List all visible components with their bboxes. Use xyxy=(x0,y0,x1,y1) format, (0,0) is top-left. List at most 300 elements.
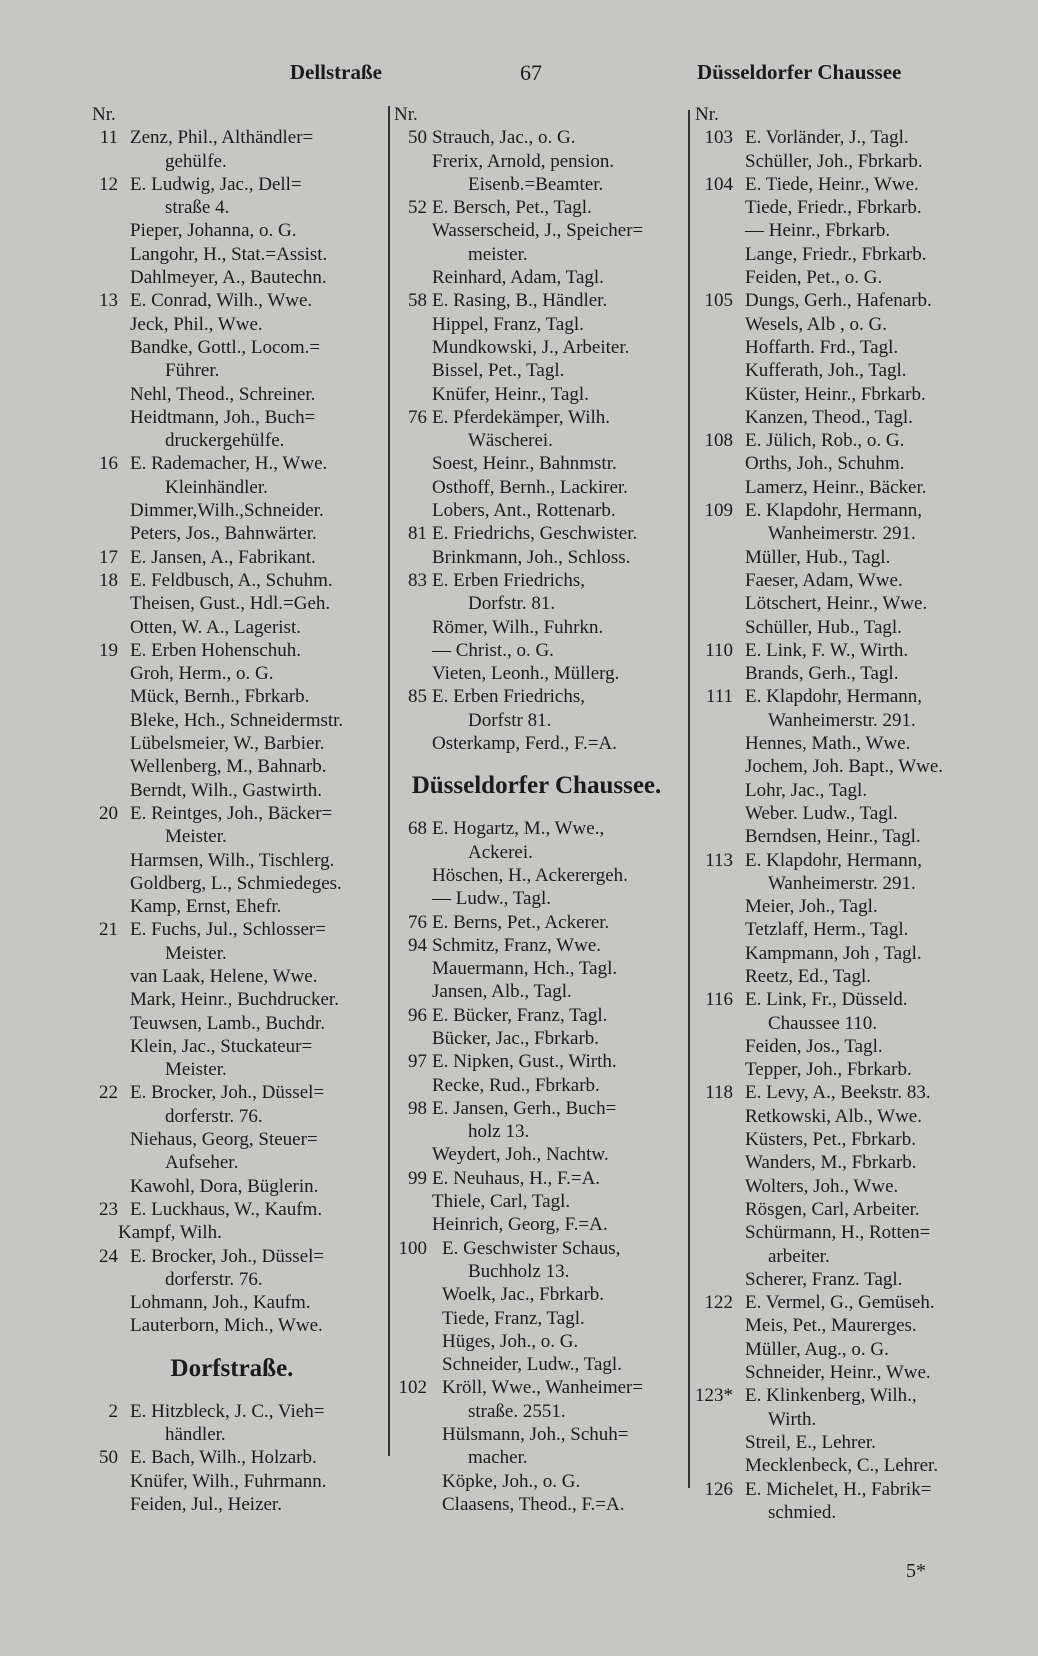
directory-entry xyxy=(394,150,679,173)
directory-entry xyxy=(394,841,679,864)
directory-entry xyxy=(92,289,372,312)
directory-entry xyxy=(695,825,995,848)
entry-continuation: dorferstr. 76. xyxy=(165,1105,263,1127)
resident-text: Römer, Wilh., Fuhrkn. xyxy=(432,616,604,638)
directory-entry xyxy=(394,685,679,708)
resident-text: E. Erben Hohenschuh. xyxy=(130,639,301,661)
entry-continuation: Meister. xyxy=(165,1059,227,1081)
house-number: 105 xyxy=(704,290,733,312)
resident-text: Weber. Ludw., Tagl. xyxy=(745,802,898,824)
house-number: 122 xyxy=(704,1292,733,1314)
house-number: 13 xyxy=(99,290,118,312)
resident-text: Brands, Gerh., Tagl. xyxy=(745,663,899,685)
directory-entry xyxy=(92,313,372,336)
directory-entry xyxy=(92,359,372,382)
resident-text: Berndsen, Heinr., Tagl. xyxy=(745,826,921,848)
directory-entry xyxy=(394,980,679,1003)
house-number: 108 xyxy=(704,430,733,452)
directory-entry xyxy=(92,1105,372,1128)
house-number: 100 xyxy=(398,1237,427,1259)
directory-entry xyxy=(695,685,995,708)
resident-text: Nehl, Theod., Schreiner. xyxy=(130,383,316,405)
directory-entry xyxy=(92,1423,372,1446)
directory-entry xyxy=(92,476,372,499)
house-number: 85 xyxy=(408,686,427,708)
entry-continuation: meister. xyxy=(468,243,528,265)
directory-entry xyxy=(394,1167,679,1190)
directory-entry xyxy=(394,406,679,429)
resident-text: Wanders, M., Fbrkarb. xyxy=(745,1152,917,1174)
resident-text: Feiden, Jos., Tagl. xyxy=(745,1035,883,1057)
resident-text: E. Nipken, Gust., Wirth. xyxy=(432,1051,617,1073)
resident-text: Osthoff, Bernh., Lackirer. xyxy=(432,476,628,498)
directory-entry xyxy=(92,126,372,149)
directory-entry xyxy=(394,1260,679,1283)
directory-entry xyxy=(92,499,372,522)
directory-entry xyxy=(92,755,372,778)
resident-text: Köpke, Joh., o. G. xyxy=(442,1470,581,1492)
directory-entry xyxy=(92,779,372,802)
directory-entry xyxy=(92,965,372,988)
resident-text: Niehaus, Georg, Steuer= xyxy=(130,1129,318,1151)
resident-text: Klein, Jac., Stuckateur= xyxy=(130,1035,313,1057)
resident-text: Reinhard, Adam, Tagl. xyxy=(432,267,604,289)
directory-entry xyxy=(695,126,995,149)
resident-text: Schüller, Hub., Tagl. xyxy=(745,616,902,638)
directory-entry xyxy=(394,1237,679,1260)
house-number: 22 xyxy=(99,1082,118,1104)
directory-entry xyxy=(695,476,995,499)
directory-entry xyxy=(394,934,679,957)
resident-text: Wesels, Alb , o. G. xyxy=(745,313,888,335)
entry-continuation: Wäscherei. xyxy=(468,430,553,452)
house-number: 111 xyxy=(705,686,733,708)
entry-continuation: schmied. xyxy=(768,1501,837,1523)
resident-text: Strauch, Jac., o. G. xyxy=(432,127,576,149)
entry-continuation: arbeiter. xyxy=(768,1245,830,1267)
directory-entry xyxy=(394,1400,679,1423)
resident-text: Jochem, Joh. Bapt., Wwe. xyxy=(745,756,944,778)
resident-text: Lamerz, Heinr., Bäcker. xyxy=(745,476,927,498)
resident-text: Kamp, Ernst, Ehefr. xyxy=(130,896,282,918)
column-label: Nr. xyxy=(92,104,116,125)
resident-text: E. Luckhaus, W., Kaufm. xyxy=(130,1198,323,1220)
directory-entry xyxy=(92,406,372,429)
entry-continuation: straße 4. xyxy=(165,197,230,219)
resident-text: Kawohl, Dora, Büglerin. xyxy=(130,1175,319,1197)
house-number: 97 xyxy=(408,1051,427,1073)
resident-text: E. Klapdohr, Hermann, xyxy=(745,849,923,871)
directory-entry xyxy=(92,825,372,848)
directory-entry xyxy=(394,1376,679,1399)
directory-entry xyxy=(394,336,679,359)
directory-entry xyxy=(394,359,679,382)
house-number: 123* xyxy=(695,1385,733,1407)
directory-entry xyxy=(394,289,679,312)
resident-text: E. Hogartz, M., Wwe., xyxy=(432,818,605,840)
directory-entry xyxy=(92,266,372,289)
resident-text: E. Neuhaus, H., F.=A. xyxy=(432,1167,601,1189)
resident-text: Tepper, Joh., Fbrkarb. xyxy=(745,1059,912,1081)
resident-text: Schneider, Ludw., Tagl. xyxy=(442,1354,622,1376)
resident-text: Thiele, Carl, Tagl. xyxy=(432,1191,571,1213)
column-label: Nr. xyxy=(695,104,719,125)
directory-entry xyxy=(92,336,372,359)
directory-entry xyxy=(695,289,995,312)
directory-entry xyxy=(92,709,372,732)
entry-continuation: Dorfstr 81. xyxy=(468,709,552,731)
resident-text: van Laak, Helene, Wwe. xyxy=(130,965,318,987)
directory-entry xyxy=(394,1120,679,1143)
directory-entry xyxy=(92,1493,372,1516)
running-head-left: Dellstraße xyxy=(289,60,382,84)
house-number: 17 xyxy=(99,546,118,568)
resident-text: Mauermann, Hch., Tagl. xyxy=(432,958,618,980)
resident-text: — Christ., o. G. xyxy=(432,639,554,661)
directory-entry xyxy=(695,592,995,615)
directory-entry xyxy=(92,103,372,126)
directory-entry xyxy=(695,1454,995,1477)
directory-entry xyxy=(394,616,679,639)
resident-text: Lübelsmeier, W., Barbier. xyxy=(130,733,325,755)
resident-text: Recke, Rud., Fbrkarb. xyxy=(432,1074,600,1096)
house-number: 50 xyxy=(408,127,427,149)
resident-text: Bandke, Gottl., Locom.= xyxy=(130,336,321,358)
resident-text: E. Brocker, Joh., Düssel= xyxy=(130,1245,325,1267)
entry-continuation: druckergehülfe. xyxy=(165,430,285,452)
resident-text: E. Brocker, Joh., Düssel= xyxy=(130,1082,325,1104)
directory-entry xyxy=(92,849,372,872)
directory-entry xyxy=(394,1470,679,1493)
resident-text: E. Link, F. W., Wirth. xyxy=(745,639,909,661)
resident-text: — Heinr., Fbrkarb. xyxy=(745,220,891,242)
resident-text: Wasserscheid, J., Speicher= xyxy=(432,220,644,242)
resident-text: Pieper, Johanna, o. G. xyxy=(130,220,297,242)
directory-entry xyxy=(394,1050,679,1073)
entry-continuation: Aufseher. xyxy=(165,1152,239,1174)
resident-text: E. Link, Fr., Düsseld. xyxy=(745,989,908,1011)
directory-entry xyxy=(695,616,995,639)
directory-entry xyxy=(92,1151,372,1174)
directory-entry xyxy=(92,452,372,475)
resident-text: E. Levy, A., Beekstr. 83. xyxy=(745,1082,931,1104)
resident-text: Faeser, Adam, Wwe. xyxy=(745,569,903,591)
resident-text: E. Jansen, Gerh., Buch= xyxy=(432,1097,617,1119)
directory-entry xyxy=(92,1291,372,1314)
entry-continuation: Kleinhändler. xyxy=(165,476,268,498)
resident-text: E. Tiede, Heinr., Wwe. xyxy=(745,173,919,195)
directory-entry xyxy=(394,569,679,592)
resident-text: Brinkmann, Joh., Schloss. xyxy=(432,546,631,568)
resident-text: Goldberg, L., Schmiedeges. xyxy=(130,872,342,894)
directory-entry xyxy=(394,429,679,452)
directory-entry xyxy=(92,942,372,965)
resident-text: Schürmann, H., Rotten= xyxy=(745,1222,931,1244)
directory-entry xyxy=(394,1423,679,1446)
column-right xyxy=(695,103,995,1524)
directory-entry xyxy=(92,872,372,895)
directory-entry xyxy=(695,383,995,406)
directory-entry xyxy=(695,406,995,429)
directory-entry xyxy=(695,662,995,685)
resident-text: E. Feldbusch, A., Schuhm. xyxy=(130,569,333,591)
directory-entry xyxy=(92,802,372,825)
directory-entry xyxy=(92,895,372,918)
entry-continuation: Meister. xyxy=(165,942,227,964)
resident-text: Höschen, H., Ackerergeh. xyxy=(432,864,628,886)
resident-text: Kröll, Wwe., Wanheimer= xyxy=(442,1377,644,1399)
resident-text: Woelk, Jac., Fbrkarb. xyxy=(442,1284,605,1306)
resident-text: Meis, Pet., Maurerges. xyxy=(745,1315,917,1337)
house-number: 99 xyxy=(408,1167,427,1189)
house-number: 98 xyxy=(408,1097,427,1119)
resident-text: Hoffarth. Frd., Tagl. xyxy=(745,336,899,358)
resident-text: Lohr, Jac., Tagl. xyxy=(745,779,868,801)
directory-entry xyxy=(695,150,995,173)
directory-entry xyxy=(695,1105,995,1128)
entry-continuation: Führer. xyxy=(165,360,220,382)
directory-entry xyxy=(92,1175,372,1198)
directory-entry xyxy=(695,802,995,825)
directory-entry xyxy=(394,864,679,887)
directory-entry xyxy=(695,755,995,778)
resident-text: E. Vermel, G., Gemüseh. xyxy=(745,1292,935,1314)
directory-entry xyxy=(695,569,995,592)
resident-text: Dungs, Gerh., Hafenarb. xyxy=(745,290,932,312)
resident-text: Soest, Heinr., Bahnmstr. xyxy=(432,453,617,475)
directory-entry xyxy=(92,383,372,406)
house-number: 113 xyxy=(705,849,733,871)
resident-text: Wolters, Joh., Wwe. xyxy=(745,1175,899,1197)
resident-text: E. Reintges, Joh., Bäcker= xyxy=(130,802,333,824)
resident-text: Jeck, Phil., Wwe. xyxy=(130,313,263,335)
directory-entry xyxy=(92,1198,372,1221)
house-number: 94 xyxy=(408,934,427,956)
resident-text: Frerix, Arnold, pension. xyxy=(432,150,615,172)
resident-text: Streil, E., Lehrer. xyxy=(745,1431,876,1453)
directory-entry xyxy=(695,1431,995,1454)
directory-entry xyxy=(394,732,679,755)
page-number: 67 xyxy=(520,60,542,85)
resident-text: Dimmer,Wilh.,Schneider. xyxy=(130,500,324,522)
directory-entry xyxy=(394,219,679,242)
house-number: 76 xyxy=(408,406,427,428)
house-number: 118 xyxy=(705,1082,733,1104)
directory-entry xyxy=(394,522,679,545)
resident-text: Tetzlaff, Herm., Tagl. xyxy=(745,919,909,941)
resident-text: Lauterborn, Mich., Wwe. xyxy=(130,1315,323,1337)
resident-text: Jansen, Alb., Tagl. xyxy=(432,981,572,1003)
resident-text: E. Pferdekämper, Wilh. xyxy=(432,406,611,428)
resident-text: Kampf, Wilh. xyxy=(118,1222,222,1244)
directory-entry xyxy=(695,1151,995,1174)
resident-text: Heidtmann, Joh., Buch= xyxy=(130,406,316,428)
entry-continuation: Buchholz 13. xyxy=(468,1260,570,1282)
resident-text: Schüller, Joh., Fbrkarb. xyxy=(745,150,923,172)
resident-text: Meier, Joh., Tagl. xyxy=(745,896,878,918)
directory-entry xyxy=(92,685,372,708)
directory-entry xyxy=(92,243,372,266)
resident-text: E. Friedrichs, Geschwister. xyxy=(432,523,638,545)
resident-text: Feiden, Pet., o. G. xyxy=(745,267,883,289)
house-number: 2 xyxy=(108,1400,118,1422)
directory-entry xyxy=(695,1245,995,1268)
directory-entry xyxy=(394,243,679,266)
directory-entry xyxy=(695,1501,995,1524)
directory-entry xyxy=(695,522,995,545)
entry-continuation: straße. 2551. xyxy=(468,1400,566,1422)
directory-entry xyxy=(695,452,995,475)
directory-entry xyxy=(92,196,372,219)
resident-text: Lohmann, Joh., Kaufm. xyxy=(130,1292,311,1314)
resident-text: Heinrich, Georg, F.=A. xyxy=(432,1214,608,1236)
directory-entry xyxy=(92,522,372,545)
resident-text: E. Klinkenberg, Wilh., xyxy=(745,1385,917,1407)
resident-text: Kufferath, Joh., Tagl. xyxy=(745,360,907,382)
entry-continuation: holz 13. xyxy=(468,1121,530,1143)
directory-entry xyxy=(695,1478,995,1501)
directory-entry xyxy=(92,1221,372,1244)
resident-text: Feiden, Jul., Heizer. xyxy=(130,1493,282,1515)
section-heading: Dorfstraße. xyxy=(170,1354,294,1382)
resident-text: Scherer, Franz. Tagl. xyxy=(745,1268,903,1290)
directory-entry xyxy=(92,732,372,755)
directory-entry xyxy=(695,546,995,569)
resident-text: Tiede, Friedr., Fbrkarb. xyxy=(745,197,922,219)
directory-entry xyxy=(394,383,679,406)
directory-entry xyxy=(92,1400,372,1423)
directory-entry xyxy=(92,1470,372,1493)
directory-entry xyxy=(92,592,372,615)
column-divider xyxy=(688,110,690,1488)
directory-entry xyxy=(394,452,679,475)
resident-text: Bissel, Pet., Tagl. xyxy=(432,360,565,382)
directory-entry xyxy=(695,1058,995,1081)
directory-entry xyxy=(92,1058,372,1081)
directory-entry xyxy=(695,1198,995,1221)
directory-entry xyxy=(394,1143,679,1166)
directory-entry xyxy=(394,1493,679,1516)
directory-entry xyxy=(394,662,679,685)
directory-entry xyxy=(394,313,679,336)
directory-entry xyxy=(695,1361,995,1384)
directory-entry xyxy=(92,429,372,452)
resident-text: Hüges, Joh., o. G. xyxy=(442,1330,579,1352)
directory-entry xyxy=(695,942,995,965)
column-middle xyxy=(394,103,679,1516)
house-number: 58 xyxy=(408,290,427,312)
directory-entry xyxy=(394,1353,679,1376)
house-number: 11 xyxy=(99,127,118,149)
resident-text: E. Jülich, Rob., o. G. xyxy=(745,430,905,452)
directory-entry xyxy=(92,1128,372,1151)
directory-entry xyxy=(695,918,995,941)
directory-entry xyxy=(394,1283,679,1306)
resident-text: Claasens, Theod., F.=A. xyxy=(442,1493,625,1515)
directory-entry xyxy=(695,1012,995,1035)
directory-entry xyxy=(394,1307,679,1330)
directory-entry xyxy=(695,1384,995,1407)
house-number: 52 xyxy=(408,197,427,219)
entry-continuation: händler. xyxy=(165,1424,226,1446)
entry-continuation: Wanheimerstr. 291. xyxy=(768,872,916,894)
resident-text: Kampmann, Joh , Tagl. xyxy=(745,942,922,964)
resident-text: Osterkamp, Ferd., F.=A. xyxy=(432,733,617,755)
resident-text: Dahlmeyer, A., Bautechn. xyxy=(130,267,327,289)
column-left xyxy=(92,103,372,1516)
column-label: Nr. xyxy=(394,104,418,125)
directory-entry xyxy=(92,173,372,196)
resident-text: Harmsen, Wilh., Tischlerg. xyxy=(130,849,335,871)
entry-continuation: dorferstr. 76. xyxy=(165,1268,263,1290)
directory-entry xyxy=(394,1027,679,1050)
resident-text: E. Vorländer, J., Tagl. xyxy=(745,127,909,149)
house-number: 21 xyxy=(99,919,118,941)
resident-text: Müller, Aug., o. G. xyxy=(745,1338,889,1360)
resident-text: E. Bersch, Pet., Tagl. xyxy=(432,197,592,219)
resident-text: Schneider, Heinr., Wwe. xyxy=(745,1362,931,1384)
directory-entry xyxy=(695,1314,995,1337)
house-number: 110 xyxy=(705,639,733,661)
resident-text: Hennes, Math., Wwe. xyxy=(745,733,911,755)
resident-text: Schmitz, Franz, Wwe. xyxy=(432,934,602,956)
directory-entry xyxy=(394,266,679,289)
house-number: 126 xyxy=(704,1478,733,1500)
directory-entry xyxy=(695,732,995,755)
resident-text: Groh, Herm., o. G. xyxy=(130,663,274,685)
resident-text: Retkowski, Alb., Wwe. xyxy=(745,1105,922,1127)
signature-mark: 5* xyxy=(906,1560,926,1582)
directory-entry xyxy=(394,1097,679,1120)
directory-entry xyxy=(394,592,679,615)
directory-entry xyxy=(695,499,995,522)
directory-entry xyxy=(92,918,372,941)
directory-entry xyxy=(695,1128,995,1151)
directory-entry xyxy=(695,1175,995,1198)
directory-entry xyxy=(695,196,995,219)
directory-entry xyxy=(394,817,679,840)
directory-entry xyxy=(92,569,372,592)
entry-continuation: Wanheimerstr. 291. xyxy=(768,523,916,545)
house-number: 83 xyxy=(408,569,427,591)
resident-text: Mück, Bernh., Fbrkarb. xyxy=(130,686,310,708)
directory-entry xyxy=(394,499,679,522)
resident-text: E. Hitzbleck, J. C., Vieh= xyxy=(130,1400,325,1422)
resident-text: Knüfer, Heinr., Tagl. xyxy=(432,383,589,405)
directory-entry xyxy=(695,872,995,895)
resident-text: Müller, Hub., Tagl. xyxy=(745,546,891,568)
resident-text: E. Berns, Pet., Ackerer. xyxy=(432,911,610,933)
resident-text: E. Bücker, Franz, Tagl. xyxy=(432,1004,608,1026)
resident-text: Hülsmann, Joh., Schuh= xyxy=(442,1424,629,1446)
directory-entry xyxy=(394,546,679,569)
directory-entry xyxy=(92,1314,372,1337)
directory-entry xyxy=(695,1268,995,1291)
resident-text: Orths, Joh., Schuhm. xyxy=(745,453,905,475)
directory-entry xyxy=(695,709,995,732)
entry-continuation: Eisenb.=Beamter. xyxy=(468,173,604,195)
resident-text: Lange, Friedr., Fbrkarb. xyxy=(745,243,927,265)
directory-entry xyxy=(695,779,995,802)
directory-entry xyxy=(92,616,372,639)
directory-entry xyxy=(394,1330,679,1353)
directory-entry xyxy=(92,1446,372,1469)
directory-entry xyxy=(394,1074,679,1097)
resident-text: E. Bach, Wilh., Holzarb. xyxy=(130,1447,317,1469)
directory-entry xyxy=(394,196,679,219)
directory-entry xyxy=(695,243,995,266)
resident-text: Lötschert, Heinr., Wwe. xyxy=(745,593,928,615)
